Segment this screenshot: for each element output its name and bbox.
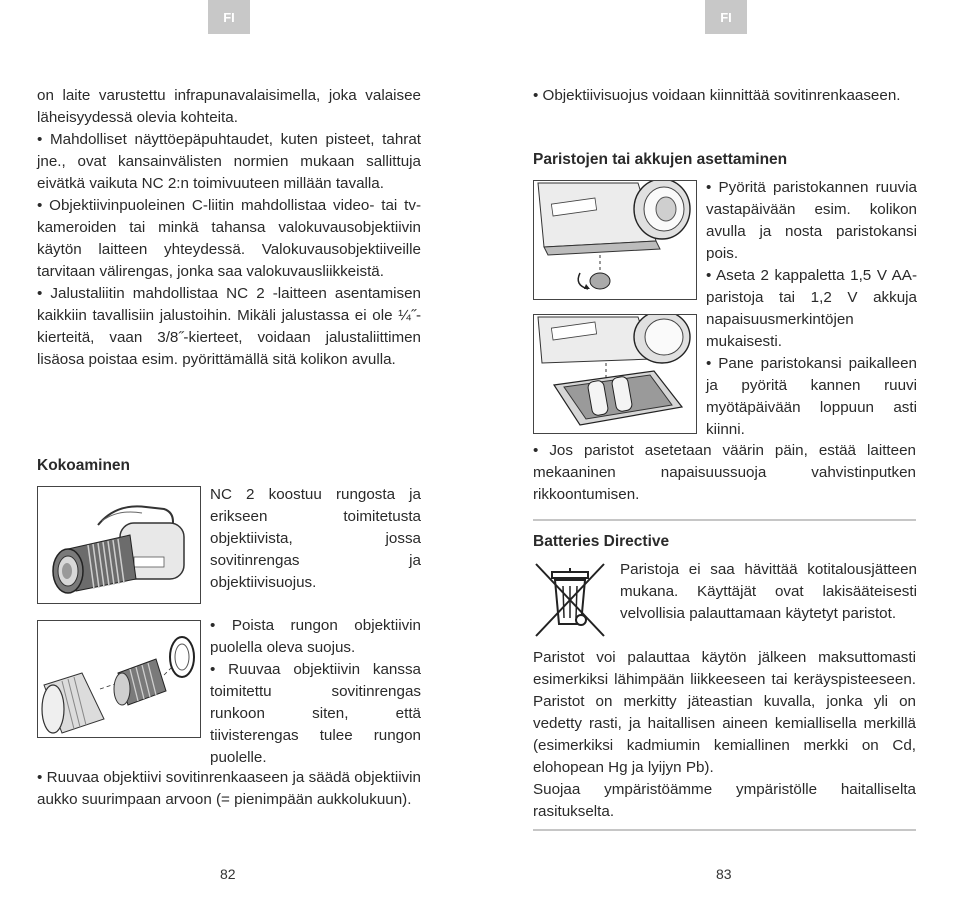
directive-side-text: Paristoja ei saa hävittää kotitalousjätteen mukana. Käyttäjät ovat lakisääteisesti velvollisia palauttamaan käytetyt paristot. bbox=[620, 561, 917, 622]
directive-body bbox=[533, 647, 916, 823]
battery-heading: Paristojen tai akkujen asettaminen bbox=[533, 151, 788, 168]
directive-return-text: Paristot voi palauttaa käytön jälkeen maksuttomasti esimerkiksi lähimpään liikkeeseen tai keräyspisteeseen. Paristot on merkitty jäteastian kuvalla, jonka yli on vedetty rasti, ja haitallisen aineen kemiallisella merkillä (esimerkiksi kadmiumin kemiallinen merkki on Cd, elohopean Hg ja lyijyn Pb). bbox=[533, 649, 916, 776]
left-intro-text bbox=[37, 85, 421, 371]
left-paragraph-1: on laite varustettu infrapunavalaisimella, joka valaisee läheisyydessä olevia kohteita. bbox=[37, 87, 421, 126]
page-number-right: 83 bbox=[716, 866, 732, 882]
page-number-left: 82 bbox=[220, 866, 236, 882]
attach-lens-text: • Ruuvaa objektiivi sovitinrenkaaseen ja säädä objektiivin aukko suurimpaan arvoon (= pienimpään aukkolukuun). bbox=[37, 769, 421, 808]
battery-cover-figure bbox=[533, 180, 697, 300]
left-paragraph-2: • Mahdolliset näyttöepäpuhtaudet, kuten pisteet, tahrat jne., ovat kansainvälisten normien mukaan sallittuja eivätkä vaikuta NC 2:n toimivuuteen millään tavalla. bbox=[37, 131, 421, 192]
battery-step-3: • Pane paristokansi paikalleen ja pyöritä kannen ruuvi myötäpäivään loppuun asti kiinni. bbox=[706, 355, 917, 438]
battery-step-2: • Aseta 2 kappaletta 1,5 V AA-paristoja tai 1,2 V akkuja napaisuusmerkintöjen mukaisesti. bbox=[706, 267, 917, 350]
directive-closing-text: Suojaa ympäristöämme ympäristölle haitalliselta rasitukselta. bbox=[533, 781, 916, 820]
section-divider bbox=[533, 519, 916, 521]
device-figure bbox=[37, 486, 201, 604]
left-paragraph-4: • Jalustaliitin mahdollistaa NC 2 -laitteen asentamisen kaikkiin tavallisiin jalustoihin. Mikäli jalustassa ei ole ¼˝-kierteitä, vaan 3/8˝-kierteet, voidaan jalustaliittimen lisäosa poistaa esim. pyörittämällä sitä kolikon avulla. bbox=[37, 285, 421, 368]
lens-cap-text: • Objektiivisuojus voidaan kiinnittää sovitinrenkaaseen. bbox=[533, 87, 901, 104]
lens-steps bbox=[210, 615, 421, 769]
battery-warning-text: • Jos paristot asetetaan väärin päin, estää laitteen mekaaninen napaisuussuoja vahvistinputken rikkoontumisen. bbox=[533, 442, 916, 503]
language-tab-left: FI bbox=[208, 0, 250, 34]
battery-steps bbox=[706, 177, 917, 441]
battery-step-1: • Pyöritä paristokannen ruuvia vastapäivään esim. kolikon avulla ja nosta paristokansi pois. bbox=[706, 179, 917, 262]
body-description: NC 2 koostuu rungosta ja erikseen toimitetusta objektiivista, jossa sovitinrengas ja objektiivisuojus. bbox=[210, 486, 421, 591]
assembly-heading: Kokoaminen bbox=[37, 457, 131, 474]
directive-heading: Batteries Directive bbox=[533, 533, 670, 550]
battery-insert-figure bbox=[533, 314, 697, 434]
remove-cover-step: • Poista rungon objektiivin puolella oleva suojus. bbox=[210, 617, 421, 656]
left-paragraph-3: • Objektiivinpuoleinen C-liitin mahdollistaa video- tai tv-kameroiden tai minkä tahansa valokuvausobjektiivin käytön laitteen yhteydessä. Valokuvausobjektiiveille tarvitaan välirengas, jonka saa valokuvausliikkeistä. bbox=[37, 197, 421, 280]
lens-adapter-figure bbox=[37, 620, 201, 738]
language-tab-right: FI bbox=[705, 0, 747, 34]
crossed-bin-icon bbox=[530, 560, 610, 640]
attach-adapter-step: • Ruuvaa objektiivin kanssa toimitettu sovitinrengas runkoon siten, että tiivisterengas tulee rungon puolelle. bbox=[210, 661, 421, 766]
bottom-divider bbox=[533, 829, 916, 831]
